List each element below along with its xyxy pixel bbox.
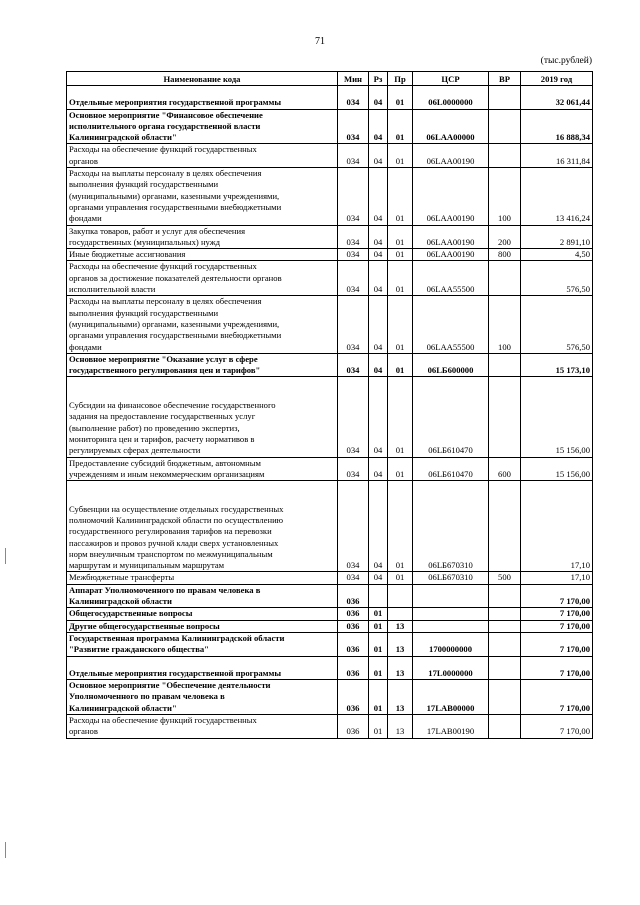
cell-vr: 100 — [489, 168, 521, 225]
cell-rz: 01 — [369, 656, 388, 680]
cell-vr — [489, 377, 521, 457]
cell-csr: 06LAA00000 — [413, 109, 489, 144]
cell-pr — [388, 608, 413, 620]
table-row — [67, 620, 593, 632]
cell-vr: 100 — [489, 296, 521, 353]
name-line: фондами — [69, 213, 102, 224]
name-line: (выполнение работ) по проведению экспертиз, — [69, 422, 240, 433]
table-row — [67, 632, 593, 656]
cell-csr: 06LAA55500 — [413, 261, 489, 296]
table-row — [67, 481, 593, 572]
cell-vr: 200 — [489, 225, 521, 249]
name-line: "Развитие гражданского общества" — [69, 644, 209, 655]
cell-csr: 06LAA00190 — [413, 144, 489, 168]
name-line: Субвенции на осуществление отдельных государственных — [69, 503, 284, 514]
name-line: регулируемых сферах деятельности — [69, 445, 201, 456]
table-row — [67, 572, 593, 584]
scan-mark — [5, 842, 6, 858]
name-line: Калининградской области" — [69, 132, 177, 143]
cell-name — [67, 680, 338, 715]
cell-vr — [489, 481, 521, 572]
column-header-pr: Пр — [388, 72, 413, 86]
table-row — [67, 584, 593, 608]
name-line: исполнительной власти — [69, 284, 156, 295]
cell-csr — [413, 584, 489, 608]
table-row — [67, 715, 593, 739]
cell-pr: 01 — [388, 457, 413, 481]
cell-min: 036 — [338, 632, 369, 656]
table-row — [67, 86, 593, 110]
cell-vr: 800 — [489, 249, 521, 261]
cell-rz: 04 — [369, 168, 388, 225]
cell-amount: 4,50 — [521, 249, 593, 261]
name-line: органами управления государственными внебюджетными — [69, 330, 282, 341]
cell-rz: 04 — [369, 109, 388, 144]
name-line: Государственная программа Калининградской области — [69, 632, 285, 643]
cell-vr — [489, 261, 521, 296]
cell-name — [67, 86, 338, 110]
column-header-rz: Рз — [369, 72, 388, 86]
name-line: Уполномоченного по правам человека в — [69, 691, 225, 702]
cell-pr: 13 — [388, 656, 413, 680]
cell-csr: 06LAA55500 — [413, 296, 489, 353]
name-line: Межбюджетные трансферты — [69, 572, 175, 583]
page-number: 71 — [315, 36, 325, 47]
cell-rz — [369, 584, 388, 608]
cell-min: 034 — [338, 225, 369, 249]
budget-table — [66, 71, 593, 739]
name-line: Аппарат Уполномоченного по правам человека в — [69, 584, 261, 595]
cell-vr — [489, 620, 521, 632]
table-row — [67, 144, 593, 168]
cell-name — [67, 457, 338, 481]
cell-csr: 17L0000000 — [413, 656, 489, 680]
cell-vr — [489, 584, 521, 608]
name-line: государственного регулирования цен и тарифов" — [69, 365, 261, 376]
cell-csr — [413, 608, 489, 620]
cell-min: 036 — [338, 656, 369, 680]
cell-name — [67, 715, 338, 739]
name-line: полномочий Калининградской области по осуществлению — [69, 514, 284, 525]
cell-amount: 7 170,00 — [521, 608, 593, 620]
blank-line — [69, 657, 335, 668]
cell-min: 034 — [338, 457, 369, 481]
table-row — [67, 377, 593, 457]
cell-name — [67, 261, 338, 296]
cell-rz: 04 — [369, 377, 388, 457]
cell-csr: 06LБ600000 — [413, 353, 489, 377]
blank-line — [69, 389, 335, 400]
name-line: Предоставление субсидий бюджетным, автономным — [69, 457, 261, 468]
name-line: органов — [69, 726, 98, 737]
cell-name — [67, 353, 338, 377]
cell-vr — [489, 353, 521, 377]
cell-pr: 01 — [388, 225, 413, 249]
name-line: норм внеуличным транспортом по межмуниципальным — [69, 548, 273, 559]
cell-vr — [489, 632, 521, 656]
cell-vr — [489, 715, 521, 739]
cell-amount: 7 170,00 — [521, 656, 593, 680]
name-line: мониторинга цен и тарифов, расчету нормативов в — [69, 433, 255, 444]
cell-pr: 01 — [388, 377, 413, 457]
cell-rz: 04 — [369, 144, 388, 168]
table-row — [67, 109, 593, 144]
name-line: маршрутам и муниципальным маршрутам — [69, 560, 225, 571]
cell-pr: 01 — [388, 261, 413, 296]
cell-vr — [489, 109, 521, 144]
cell-csr: 17LAB00000 — [413, 680, 489, 715]
cell-rz: 04 — [369, 261, 388, 296]
cell-csr: 06LБ610470 — [413, 377, 489, 457]
name-line: выполнения функций государственными — [69, 179, 219, 190]
name-line: Расходы на обеспечение функций государственных — [69, 144, 257, 155]
blank-line — [69, 481, 335, 492]
cell-csr — [413, 620, 489, 632]
name-line: Другие общегосударственные вопросы — [69, 620, 220, 631]
name-line: задания на предоставление государственных услуг — [69, 411, 256, 422]
cell-min: 034 — [338, 261, 369, 296]
cell-amount: 576,50 — [521, 296, 593, 353]
cell-name — [67, 377, 338, 457]
blank-line — [69, 492, 335, 503]
table-header-row — [67, 72, 593, 86]
cell-pr: 13 — [388, 620, 413, 632]
cell-name — [67, 656, 338, 680]
name-line: Общегосударственные вопросы — [69, 608, 193, 619]
table-row — [67, 680, 593, 715]
name-line: Субсидии на финансовое обеспечение государственного — [69, 400, 276, 411]
cell-pr: 01 — [388, 353, 413, 377]
name-line: Основное мероприятие "Обеспечение деятельности — [69, 680, 271, 691]
cell-amount: 576,50 — [521, 261, 593, 296]
cell-name — [67, 584, 338, 608]
table-row — [67, 168, 593, 225]
name-line: Калининградской области" — [69, 702, 177, 713]
table-row — [67, 353, 593, 377]
cell-amount: 15 173,10 — [521, 353, 593, 377]
cell-amount: 17,10 — [521, 481, 593, 572]
cell-pr: 01 — [388, 144, 413, 168]
cell-rz: 04 — [369, 86, 388, 110]
name-line: пассажиров и провоз ручной клади сверх установленных — [69, 537, 279, 548]
table-row — [67, 249, 593, 261]
cell-rz: 01 — [369, 620, 388, 632]
cell-min: 034 — [338, 296, 369, 353]
cell-name — [67, 296, 338, 353]
blank-line — [69, 377, 335, 388]
cell-vr: 600 — [489, 457, 521, 481]
column-header-vr: ВР — [489, 72, 521, 86]
name-line: государственного регулирования тарифов на перевозки — [69, 526, 272, 537]
cell-amount: 7 170,00 — [521, 715, 593, 739]
cell-rz: 04 — [369, 249, 388, 261]
cell-pr: 01 — [388, 168, 413, 225]
cell-name — [67, 608, 338, 620]
cell-vr — [489, 656, 521, 680]
name-line: Основное мероприятие "Оказание услуг в сфере — [69, 353, 258, 364]
cell-rz: 04 — [369, 457, 388, 481]
cell-csr: 17LAB00190 — [413, 715, 489, 739]
cell-amount: 2 891,10 — [521, 225, 593, 249]
cell-amount: 32 061,44 — [521, 86, 593, 110]
cell-csr: 06LБ670310 — [413, 481, 489, 572]
cell-min: 036 — [338, 584, 369, 608]
cell-pr: 13 — [388, 632, 413, 656]
cell-amount: 15 156,00 — [521, 457, 593, 481]
cell-rz: 01 — [369, 680, 388, 715]
name-line: Закупка товаров, работ и услуг для обеспечения — [69, 225, 246, 236]
table-row — [67, 296, 593, 353]
name-line: органами управления государственными внебюджетными — [69, 201, 282, 212]
cell-rz: 01 — [369, 608, 388, 620]
cell-rz: 04 — [369, 481, 388, 572]
cell-pr: 01 — [388, 572, 413, 584]
cell-rz: 04 — [369, 296, 388, 353]
cell-pr: 01 — [388, 481, 413, 572]
cell-pr: 13 — [388, 680, 413, 715]
table-row — [67, 261, 593, 296]
cell-amount: 7 170,00 — [521, 680, 593, 715]
cell-name — [67, 144, 338, 168]
cell-min: 036 — [338, 680, 369, 715]
cell-min: 034 — [338, 353, 369, 377]
cell-amount: 7 170,00 — [521, 584, 593, 608]
blank-line — [69, 86, 335, 97]
cell-name — [67, 481, 338, 572]
name-line: учреждениям и иным некоммерческим организациям — [69, 468, 265, 479]
name-line: выполнения функций государственными — [69, 307, 219, 318]
cell-name — [67, 249, 338, 261]
cell-pr: 01 — [388, 296, 413, 353]
name-line: исполнительного органа государственной власти — [69, 120, 261, 131]
cell-amount: 16 888,34 — [521, 109, 593, 144]
name-line: (муниципальными) органами, казенными учреждениями, — [69, 190, 280, 201]
scan-mark — [5, 548, 6, 564]
name-line: Иные бюджетные ассигнования — [69, 249, 186, 260]
cell-pr — [388, 584, 413, 608]
cell-pr: 13 — [388, 715, 413, 739]
name-line: фондами — [69, 341, 102, 352]
cell-rz: 01 — [369, 632, 388, 656]
cell-rz: 04 — [369, 353, 388, 377]
cell-min: 034 — [338, 249, 369, 261]
units-note: (тыс.рублей) — [540, 56, 592, 66]
cell-amount: 13 416,24 — [521, 168, 593, 225]
table-row — [67, 608, 593, 620]
cell-csr: 1700000000 — [413, 632, 489, 656]
name-line: Отдельные мероприятия государственной программы — [69, 667, 282, 678]
cell-min: 034 — [338, 481, 369, 572]
name-line: органов — [69, 155, 98, 166]
cell-amount: 17,10 — [521, 572, 593, 584]
cell-name — [67, 620, 338, 632]
cell-pr: 01 — [388, 249, 413, 261]
cell-vr — [489, 144, 521, 168]
cell-name — [67, 109, 338, 144]
cell-rz: 04 — [369, 572, 388, 584]
cell-min: 034 — [338, 168, 369, 225]
cell-vr — [489, 680, 521, 715]
column-header-year: 2019 год — [521, 72, 593, 86]
cell-vr — [489, 86, 521, 110]
table-row — [67, 656, 593, 680]
cell-min: 034 — [338, 86, 369, 110]
cell-name — [67, 168, 338, 225]
cell-min: 034 — [338, 144, 369, 168]
name-line: (муниципальными) органами, казенными учреждениями, — [69, 318, 280, 329]
name-line: Калининградской области — [69, 596, 172, 607]
name-line: Расходы на выплаты персоналу в целях обеспечения — [69, 296, 262, 307]
name-line: органов за достижение показателей деятельности органов — [69, 272, 282, 283]
cell-csr: 06LAA00190 — [413, 249, 489, 261]
cell-rz: 01 — [369, 715, 388, 739]
cell-rz: 04 — [369, 225, 388, 249]
cell-csr: 06LБ610470 — [413, 457, 489, 481]
name-line: Основное мероприятие "Финансовое обеспечение — [69, 109, 263, 120]
cell-min: 034 — [338, 109, 369, 144]
table-row — [67, 225, 593, 249]
cell-csr: 06LAA00190 — [413, 225, 489, 249]
cell-min: 036 — [338, 715, 369, 739]
table-row — [67, 457, 593, 481]
cell-min: 034 — [338, 572, 369, 584]
cell-amount: 7 170,00 — [521, 632, 593, 656]
name-line: Расходы на обеспечение функций государственных — [69, 715, 257, 726]
cell-csr: 06L0000000 — [413, 86, 489, 110]
cell-min: 036 — [338, 620, 369, 632]
cell-name — [67, 572, 338, 584]
cell-csr: 06LAA00190 — [413, 168, 489, 225]
cell-pr: 01 — [388, 109, 413, 144]
cell-amount: 7 170,00 — [521, 620, 593, 632]
column-header-min: Мин — [338, 72, 369, 86]
cell-amount: 15 156,00 — [521, 377, 593, 457]
cell-vr — [489, 608, 521, 620]
column-header-csr: ЦСР — [413, 72, 489, 86]
cell-amount: 16 311,84 — [521, 144, 593, 168]
name-line: государственных (муниципальных) нужд — [69, 236, 221, 247]
cell-min: 034 — [338, 377, 369, 457]
column-header-name: Наименование кода — [67, 72, 338, 86]
cell-csr: 06LБ670310 — [413, 572, 489, 584]
name-line: Отдельные мероприятия государственной программы — [69, 97, 282, 108]
name-line: Расходы на выплаты персоналу в целях обеспечения — [69, 168, 262, 179]
name-line: Расходы на обеспечение функций государственных — [69, 261, 257, 272]
cell-name — [67, 632, 338, 656]
cell-name — [67, 225, 338, 249]
cell-vr: 500 — [489, 572, 521, 584]
cell-min: 036 — [338, 608, 369, 620]
cell-pr: 01 — [388, 86, 413, 110]
